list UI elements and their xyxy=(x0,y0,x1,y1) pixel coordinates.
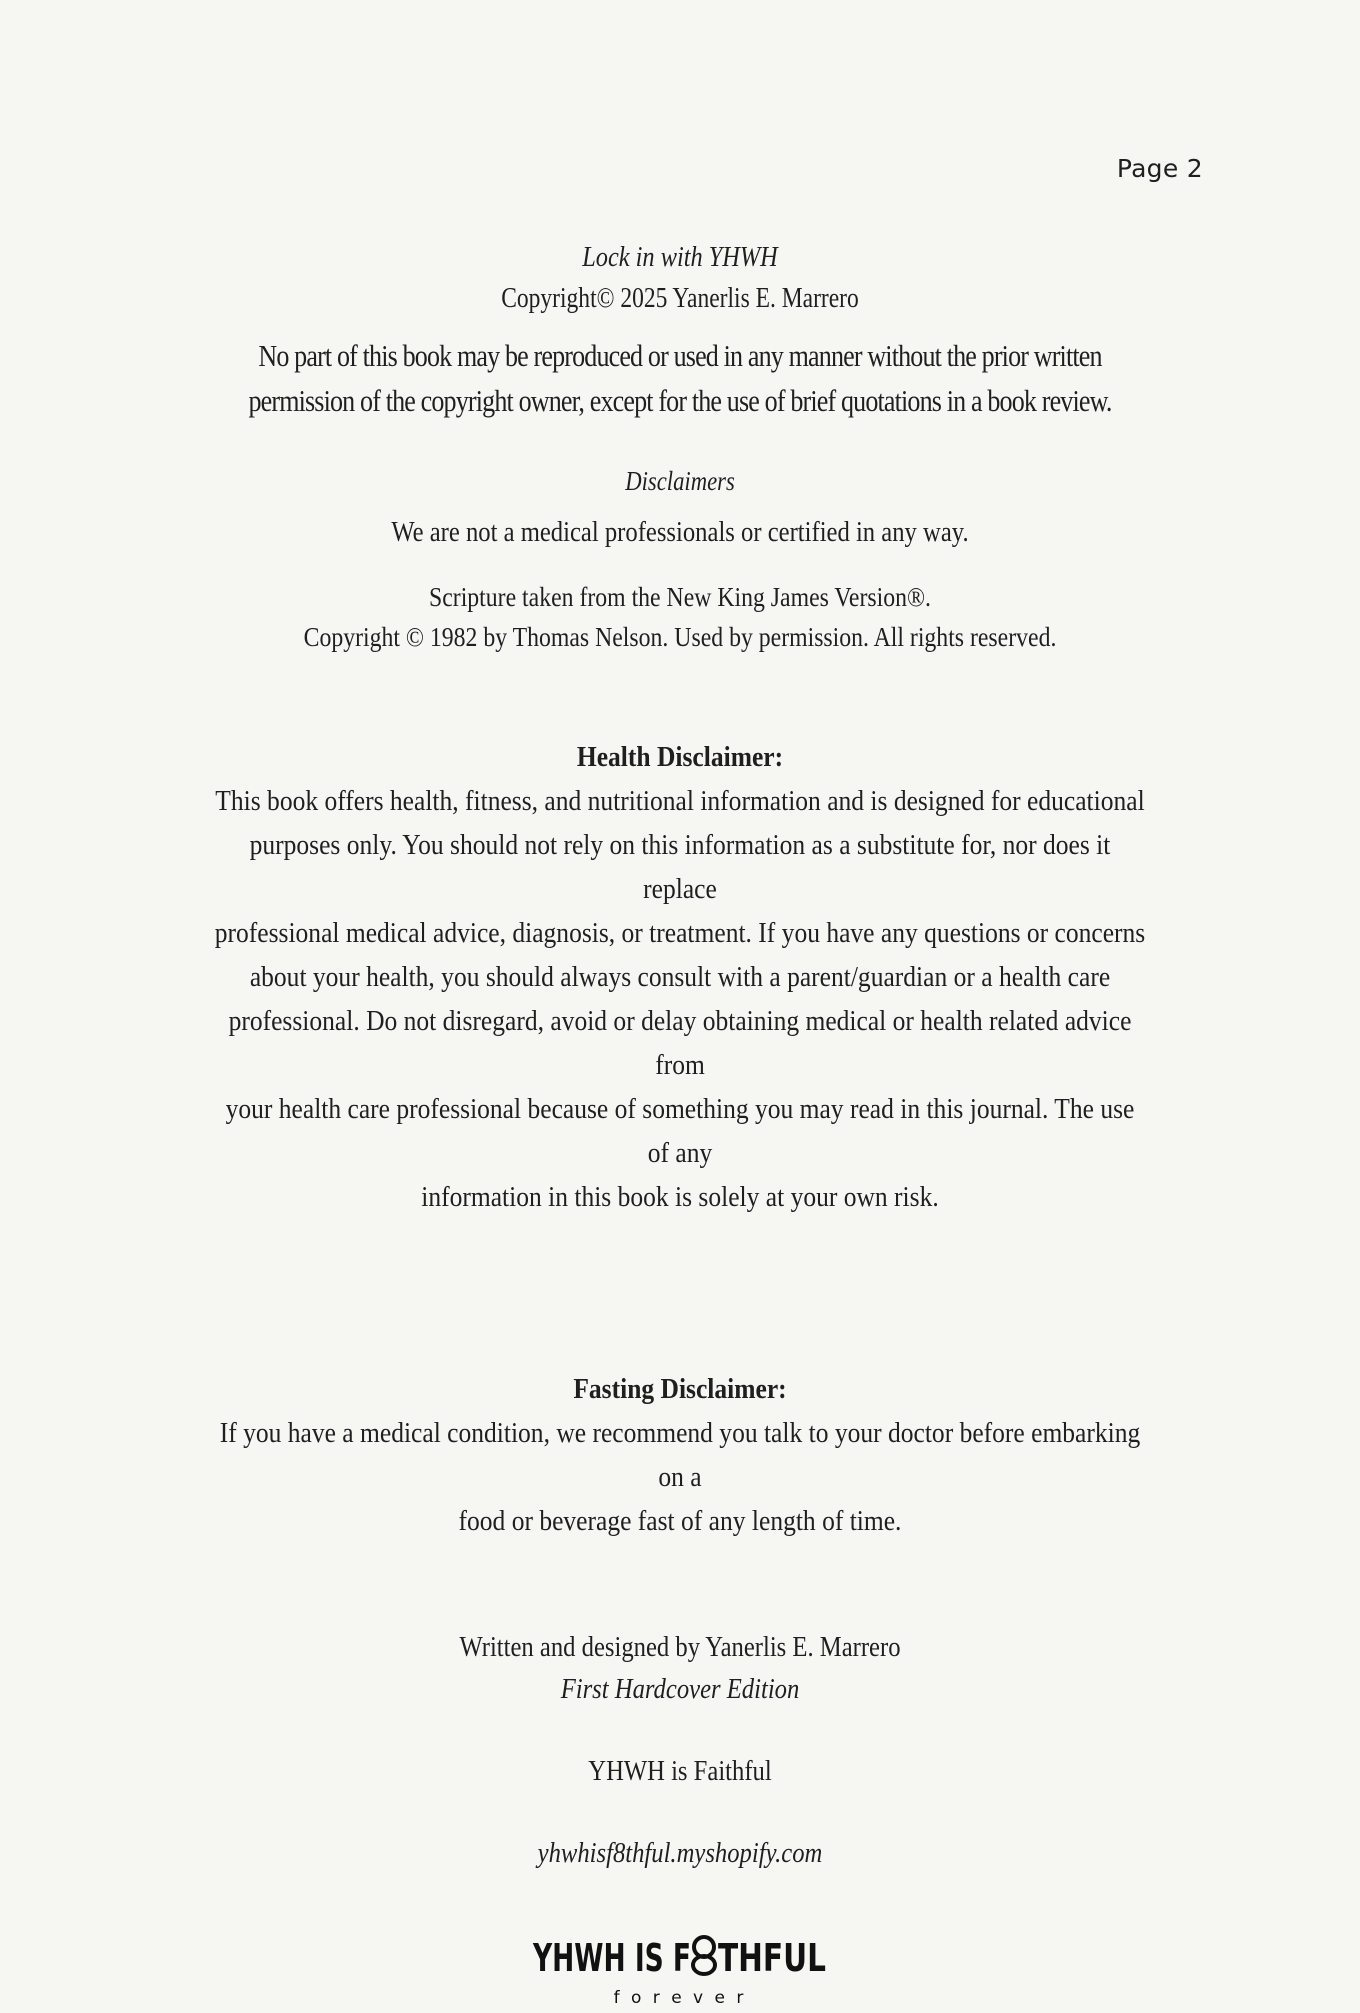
health-line: professional. Do not disregard, avoid or delay obtaining medical or health related advice from xyxy=(228,1005,1132,1081)
book-title: Lock in with YHWH xyxy=(582,241,778,273)
scripture-line: Scripture taken from the New King James Version®. xyxy=(429,582,931,612)
website-link[interactable]: yhwhisf8thful.myshopify.com xyxy=(537,1838,823,1869)
fasting-line: food or beverage fast of any length of time. xyxy=(458,1505,902,1537)
medical-notice: We are not a medical professionals or certified in any way. xyxy=(391,517,969,548)
health-line: purposes only. You should not rely on this information as a substitute for, nor does it replace xyxy=(249,829,1111,905)
logo-tagline: f o r e v e r xyxy=(613,1988,747,2008)
fasting-disclaimer-body xyxy=(150,1411,1210,1543)
rights-line: permission of the copyright owner, except for the use of brief quotations in a book review. xyxy=(248,383,1112,418)
rights-line: No part of this book may be reproduced or used in any manner without the prior written xyxy=(258,338,1102,373)
rights-statement xyxy=(150,333,1210,423)
infinity-icon xyxy=(693,1937,715,1974)
copyright-notice: Copyright© 2025 Yanerlis E. Marrero xyxy=(501,283,859,314)
motto: YHWH is Faithful xyxy=(588,1756,772,1787)
scripture-line: Copyright © 1982 by Thomas Nelson. Used by permission. All rights reserved. xyxy=(303,622,1057,652)
edition-label: First Hardcover Edition xyxy=(560,1674,800,1705)
logo-text-right: THFUL xyxy=(718,1936,826,1980)
health-line: This book offers health, fitness, and nutritional information and is designed for educational xyxy=(215,785,1145,817)
fasting-line: If you have a medical condition, we recommend you talk to your doctor before embarking on a xyxy=(219,1417,1141,1493)
page-number: Page 2 xyxy=(1116,154,1203,183)
author-credit: Written and designed by Yanerlis E. Marrero xyxy=(459,1632,901,1663)
health-disclaimer-heading: Health Disclaimer: xyxy=(576,741,784,773)
health-line: professional medical advice, diagnosis, or treatment. If you have any questions or concerns xyxy=(214,917,1146,949)
copyright-page-content xyxy=(150,235,1210,2013)
health-line: about your health, you should always consult with a parent/guardian or a health care xyxy=(249,961,1111,993)
fasting-disclaimer-heading: Fasting Disclaimer: xyxy=(573,1373,787,1405)
health-line: information in this book is solely at your own risk. xyxy=(421,1181,939,1213)
health-disclaimer-body xyxy=(150,779,1210,1219)
disclaimers-title: Disclaimers xyxy=(625,466,735,496)
scripture-notice xyxy=(150,577,1210,657)
logo-text-left: YHWH IS F xyxy=(532,1936,691,1980)
health-line: your health care professional because of something you may read in this journal. The use of any xyxy=(225,1093,1135,1169)
